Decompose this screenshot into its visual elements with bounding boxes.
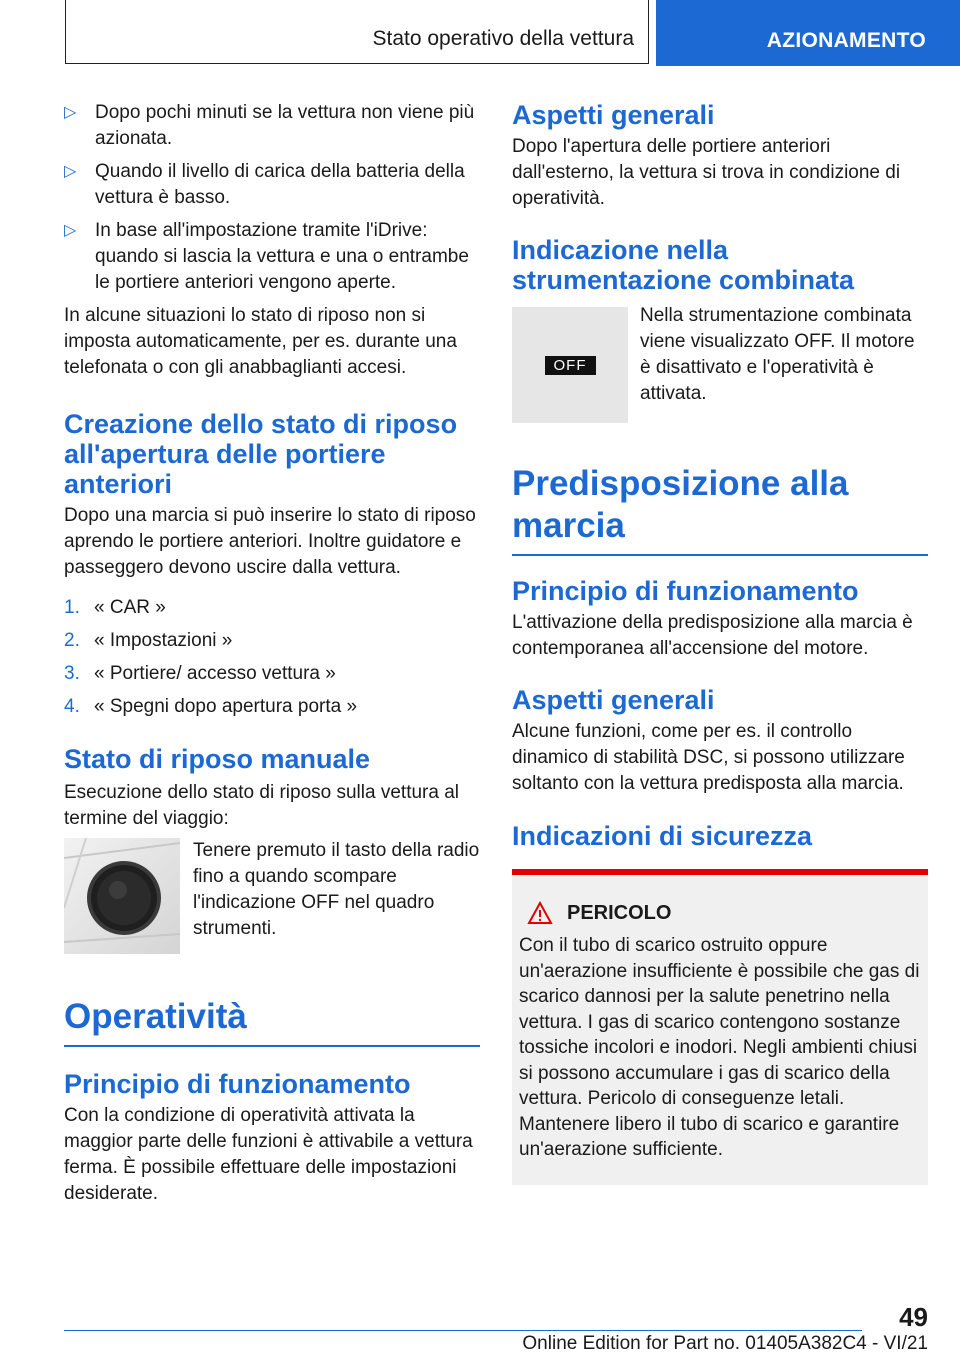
step-number: 4.	[64, 696, 80, 717]
step-text: « Impostazioni »	[94, 630, 233, 651]
bullet-text: Dopo pochi minuti se la vettura non viene più azionata.	[95, 102, 475, 149]
off-indicator: OFF	[545, 356, 596, 375]
chapter-title: AZIONAMENTO	[766, 29, 926, 52]
figure-block	[64, 838, 480, 954]
figure-caption: Nella strumentazione combinata viene visualizzato OFF. Il motore è disattivato e l'operatività è attivata.	[640, 305, 915, 404]
left-column	[64, 100, 480, 1207]
step-text: « Spegni dopo apertura porta »	[94, 696, 358, 717]
bullet-item	[64, 159, 480, 211]
heading-predisposizione: Predisposizione alla marcia	[512, 463, 928, 556]
triangle-bullet-icon: ▷	[64, 104, 77, 121]
heading-operativita: Operatività	[64, 996, 480, 1047]
warning-triangle-icon	[527, 901, 553, 925]
warning-label: PERICOLO	[567, 901, 672, 924]
heading-manuale: Stato di riposo manuale	[64, 744, 371, 774]
bullet-item	[64, 218, 480, 296]
list-item	[64, 661, 480, 687]
cluster-display-image	[512, 307, 628, 423]
step-text: « Portiere/ accesso vettura »	[94, 663, 336, 684]
list-item	[64, 595, 480, 621]
section-title: Stato operativo della vettura	[372, 27, 634, 50]
triangle-bullet-icon: ▷	[64, 222, 77, 239]
list-item	[64, 694, 480, 720]
heading-aspetti-generali: Aspetti generali	[512, 685, 715, 715]
step-text: « CAR »	[94, 597, 166, 618]
page-number: 49	[899, 1302, 928, 1332]
header-section-box	[65, 0, 649, 64]
warning-title	[519, 901, 921, 925]
warning-text: Con il tubo di scarico ostruito oppure un'aerazione insufficiente è possibile che gas di scarico dannosi per la salute penetrino nella vettura. I gas di scarico contengono sostanze tossiche incolori e inodori. Negli ambienti chiusi si possono accumulare i gas di scarico della vettura. Pericolo di conseguenze letali. Mantenere libero il tubo di scarico e garantire un'aerazione sufficiente.	[519, 935, 920, 1160]
step-number: 2.	[64, 630, 80, 651]
bullet-item	[64, 100, 480, 152]
bullet-text: In base all'impostazione tramite l'iDrive: quando si lascia la vettura e una o entrambe le portiere anteriori vengono aperte.	[95, 220, 469, 293]
paragraph: Esecuzione dello stato di riposo sulla vettura al termine del viaggio:	[64, 782, 460, 829]
heading-principio: Principio di funzionamento	[64, 1069, 411, 1099]
step-number: 1.	[64, 597, 80, 618]
footer-edition: Online Edition for Part no. 01405A382C4 - VI/21	[522, 1333, 928, 1354]
bullet-text: Quando il livello di carica della batteria della vettura è basso.	[95, 161, 465, 208]
paragraph: Con la condizione di operatività attivata la maggior parte delle funzioni è attivabile a vettura ferma. È possibile effettuare delle impostazioni desiderate.	[64, 1105, 473, 1204]
paragraph: L'attivazione della predisposizione alla marcia è contemporanea all'accensione del motore.	[512, 612, 913, 659]
list-item	[64, 628, 480, 654]
figure-block	[512, 307, 928, 423]
heading-creazione: Creazione dello stato di riposo all'apertura delle portiere anteriori	[64, 409, 458, 499]
heading-sicurezza: Indicazioni di sicurezza	[512, 821, 813, 851]
paragraph: In alcune situazioni lo stato di riposo non si imposta automaticamente, per es. durante una telefonata o con gli anabbaglianti accesi.	[64, 305, 457, 378]
right-column	[512, 100, 928, 1185]
paragraph: Alcune funzioni, come per es. il controllo dinamico di stabilità DSC, si possono utilizzare soltanto con la vettura predisposta alla marcia.	[512, 721, 905, 794]
warning-box	[512, 869, 928, 1185]
radio-knob-image	[64, 838, 180, 954]
heading-principio: Principio di funzionamento	[512, 576, 859, 606]
chapter-tab[interactable]	[656, 0, 960, 66]
heading-indicazione: Indicazione nella strumentazione combinata	[512, 235, 855, 295]
paragraph: Dopo una marcia si può inserire lo stato di riposo aprendo le portiere anteriori. Inoltre guidatore e passeggero devono uscire dalla vettura.	[64, 505, 476, 578]
footer-divider	[64, 1330, 862, 1331]
paragraph: Dopo l'apertura delle portiere anteriori dall'esterno, la vettura si trova in condizione di operatività.	[512, 136, 901, 209]
step-number: 3.	[64, 663, 80, 684]
radio-knob-icon	[64, 838, 180, 954]
figure-caption: Tenere premuto il tasto della radio fino a quando scompare l'indicazione OFF nel quadro strumenti.	[193, 840, 480, 939]
triangle-bullet-icon: ▷	[64, 163, 77, 180]
heading-aspetti-generali: Aspetti generali	[512, 100, 715, 130]
